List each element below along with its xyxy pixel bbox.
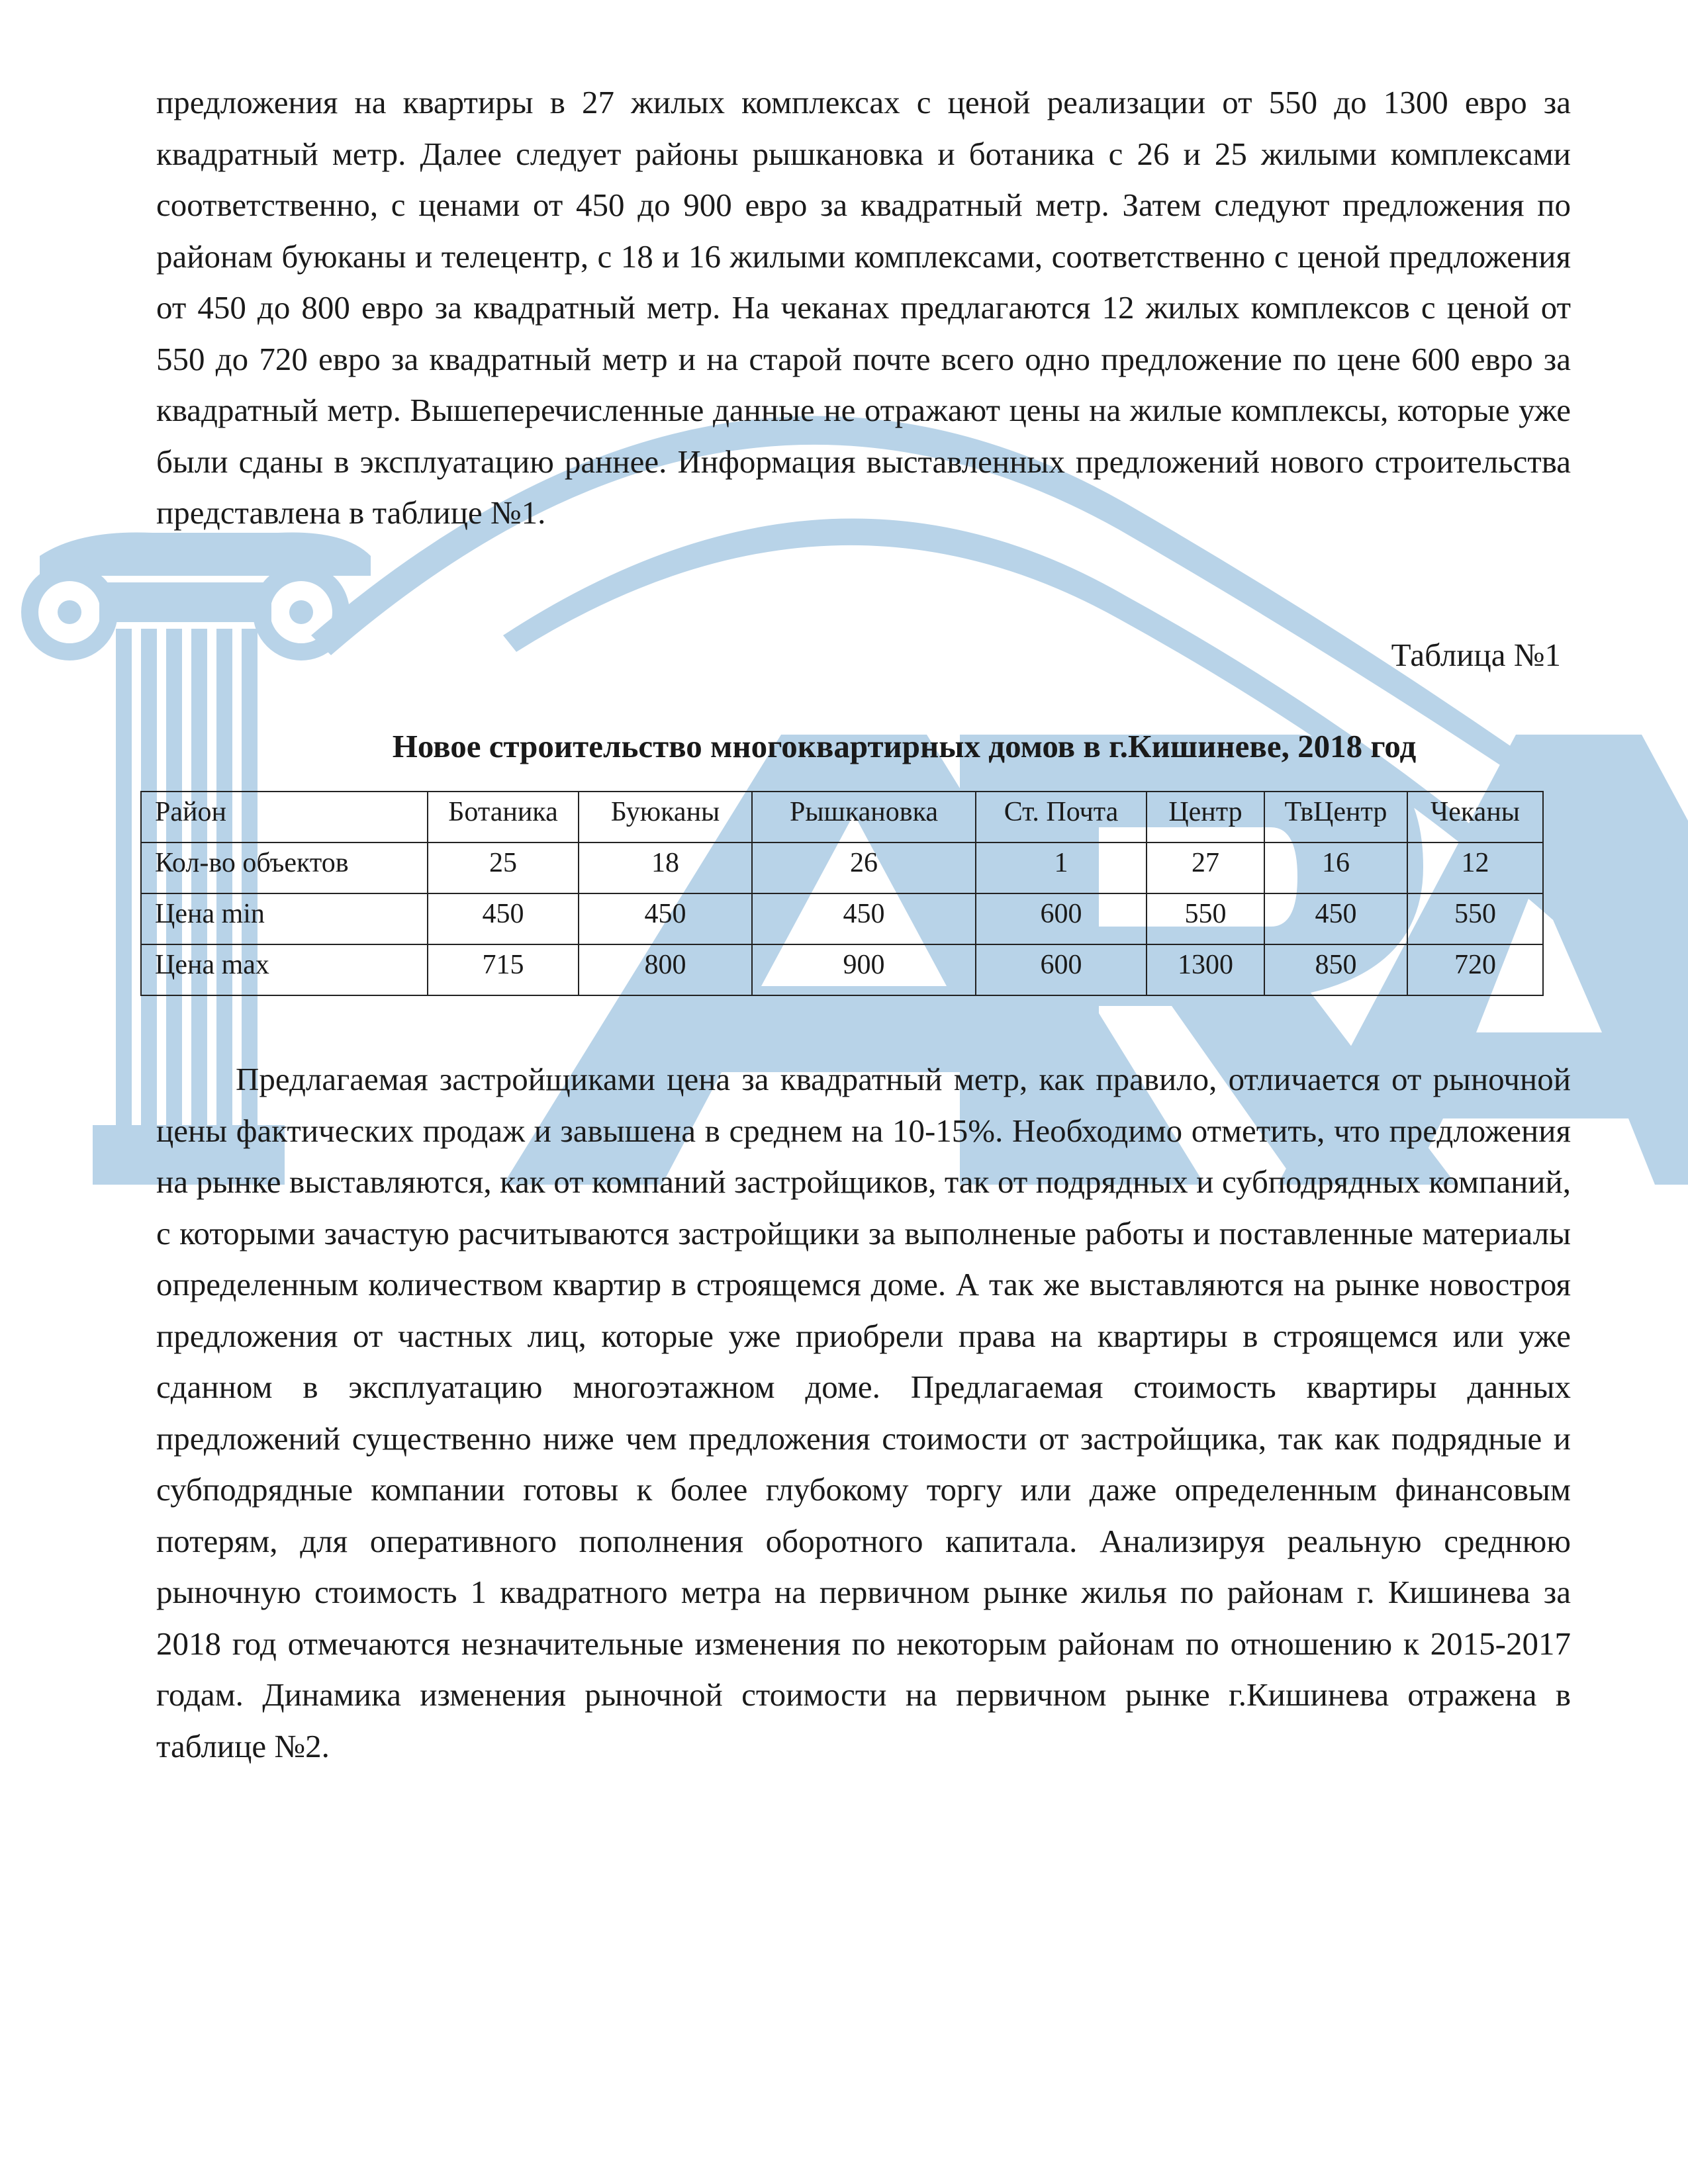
table-cell: 25 [428,842,579,893]
header-cell: Район [141,792,428,842]
table-cell: 600 [976,893,1147,944]
header-cell: Центр [1147,792,1264,842]
table-cell: 720 [1407,944,1543,995]
table-cell: 550 [1147,893,1264,944]
table-cell: 26 [752,842,976,893]
table-cell: 600 [976,944,1147,995]
table-cell: 18 [579,842,752,893]
table-row [141,893,1543,944]
row-label-cell: Кол-во объектов [141,842,428,893]
header-cell: Буюканы [579,792,752,842]
table-cell: 16 [1264,842,1407,893]
table-cell: 900 [752,944,976,995]
table-cell: 450 [428,893,579,944]
table-row [141,842,1543,893]
table-cell: 850 [1264,944,1407,995]
row-label-cell: Цена max [141,944,428,995]
table-row [141,944,1543,995]
construction-table [140,791,1544,996]
table-cell: 450 [579,893,752,944]
header-cell: Ботаника [428,792,579,842]
header-cell: Чеканы [1407,792,1543,842]
header-cell: ТвЦентр [1264,792,1407,842]
table-cell: 800 [579,944,752,995]
table-header-row [141,792,1543,842]
header-cell: Ст. Почта [976,792,1147,842]
table-cell: 450 [752,893,976,944]
table-cell: 450 [1264,893,1407,944]
table-cell: 715 [428,944,579,995]
row-label-cell: Цена min [141,893,428,944]
table-caption: Таблица №1 [1391,637,1561,673]
body-paragraph-1: предложения на квартиры в 27 жилых комплексах с ценой реализации от 550 до 1300 евро за квадратный метр. Далее следует районы рышкановка и ботаника с 26 и 25 жилыми комплексами соответственно, с ценами от 450 до 900 евро за квадратный метр. Затем следуют предложения по районам буюканы и телецентр, с 18 и 16 жилыми комплексами, соответственно с ценой предложения от 450 до 800 евро за квадратный метр. На чеканах предлагаются 12 жилых комплексов с ценой от 550 до 720 евро за квадратный метр и на старой почте всего одно предложение по цене 600 евро за квадратный метр. Вышеперечисленные данные не отражают цены на жилые комплексы, которые уже были сданы в эксплуатацию раннее. Информация выставленных предложений нового строительства представлена в таблице №1. [156,84,1571,531]
table-cell: 550 [1407,893,1543,944]
table-title: Новое строительство многоквартирных домов в г.Кишиневе, 2018 год [392,728,1417,764]
table-cell: 1300 [1147,944,1264,995]
header-cell: Рышкановка [752,792,976,842]
table-cell: 12 [1407,842,1543,893]
body-paragraph-2: Предлагаемая застройщиками цена за квадратный метр, как правило, отличается от рыночной цены фактических продаж и завышена в среднем на 10-15%. Необходимо отметить, что предложения на рынке выставляются, как от компаний застройщиков, так от подрядных и субподрядных компаний, с которыми зачастую расчитываются застройщики за выполненые работы и поставленные материалы определенным количеством квартир в строящемся доме. А так же выставляются на рынке новостроя предложения от частных лиц, которые уже приобрели права на квартиры в строящемся или уже сданном в эксплуатацию многоэтажном доме. Предлагаемая стоимость квартиры данных предложений существенно ниже чем предложения стоимости от застройщика, так как подрядные и субподрядные компании готовы к более глубокому торгу или даже определенным финансовым потерям, для оперативного пополнения оборотного капитала. Анализируя реальную среднюю рыночную стоимость 1 квадратного метра на первичном рынке жилья по районам г. Кишинева за 2018 год отмечаются незначительные изменения по некоторым районам по отношению к 2015-2017 годам. Динамика изменения рыночной стоимости на первичном рынке г.Кишинева отражена в таблице №2. [156,1061,1571,1764]
table-cell: 1 [976,842,1147,893]
table-cell: 27 [1147,842,1264,893]
